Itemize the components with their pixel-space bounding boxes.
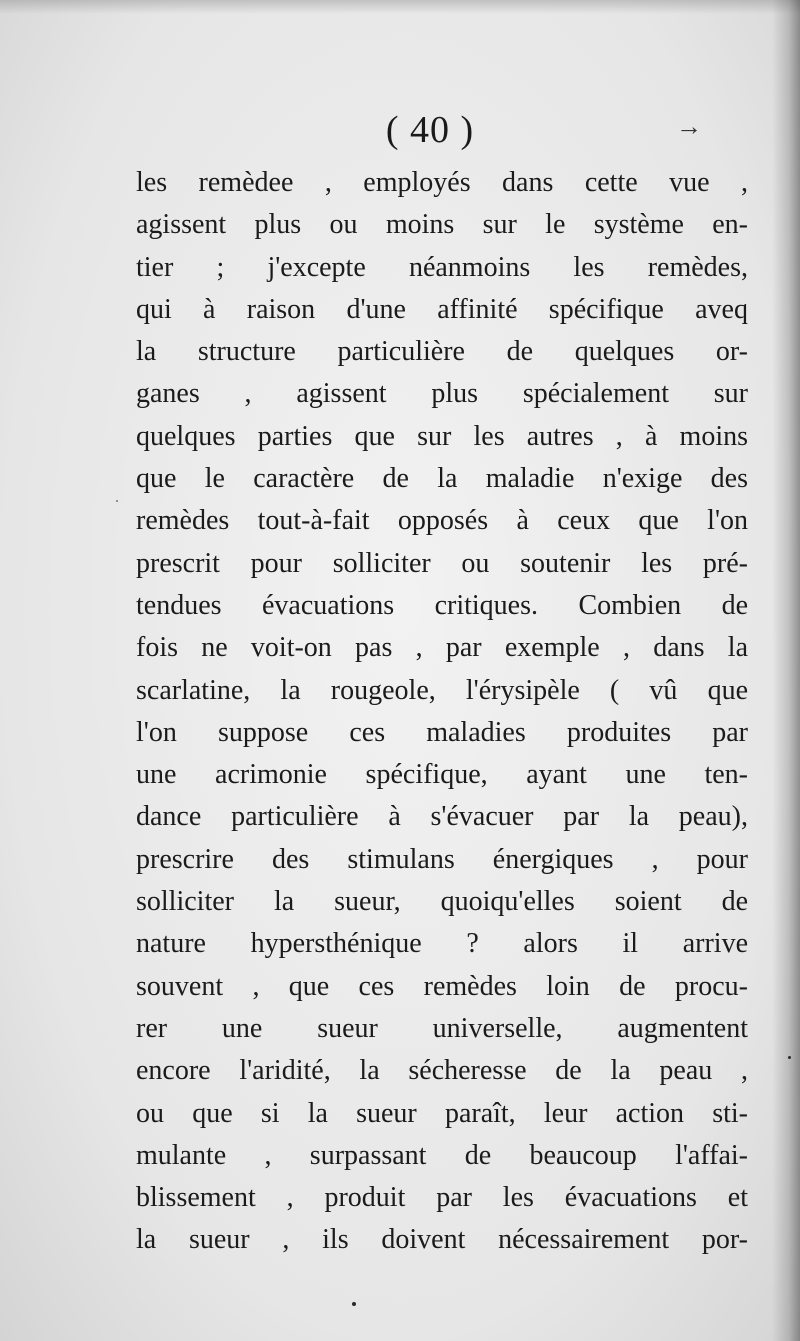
text-line: remèdes tout-à-fait opposés à ceux que l'on (136, 505, 748, 537)
text-line: nature hypersthénique ? alors il arrive (136, 928, 748, 960)
text-line: mulante , surpassant de beaucoup l'affai- (136, 1139, 748, 1171)
text-line: l'on suppose ces maladies produites par (136, 716, 748, 748)
ink-speck (788, 1056, 791, 1059)
text-line: la structure particulière de quelques or- (136, 336, 748, 368)
text-line: prescrire des stimulans énergiques , pour (136, 843, 748, 875)
text-line: blissement , produit par les évacuations et (136, 1182, 748, 1214)
page-number: ( 40 ) (385, 109, 475, 151)
text-line: une acrimonie spécifique, ayant une ten- (136, 759, 748, 791)
text-line: qui à raison d'une affinité spécifique aveq (136, 293, 748, 325)
text-line: encore l'aridité, la sécheresse de la peau , (136, 1055, 748, 1087)
text-line: agissent plus ou moins sur le système en- (136, 209, 748, 241)
text-line: prescrit pour solliciter ou soutenir les pré- (136, 547, 748, 579)
text-line: tendues évacuations critiques. Combien de (136, 589, 748, 621)
text-line: ganes , agissent plus spécialement sur (136, 378, 748, 410)
text-line: souvent , que ces remèdes loin de procu- (136, 970, 748, 1002)
text-line: dance particulière à s'évacuer par la peau), (136, 801, 748, 833)
page-binding-shadow (772, 0, 800, 1341)
text-line: fois ne voit-on pas , par exemple , dans la (136, 632, 748, 664)
corner-mark: → (676, 112, 702, 141)
text-line: la sueur , ils doivent nécessairement por- (136, 1224, 748, 1256)
text-line: que le caractère de la maladie n'exige des (136, 463, 748, 495)
page-top-shadow (0, 0, 800, 14)
text-line: scarlatine, la rougeole, l'érysipèle ( vû que (136, 674, 748, 706)
body-text (136, 162, 748, 1262)
text-line: ou que si la sueur paraît, leur action sti- (136, 1097, 748, 1129)
ink-speck (116, 500, 118, 502)
text-line: les remèdee , employés dans cette vue , (136, 167, 748, 198)
text-line: tier ; j'excepte néanmoins les remèdes, (136, 251, 748, 283)
ink-speck (352, 1302, 356, 1306)
text-line: rer une sueur universelle, augmentent (136, 1012, 748, 1044)
text-line: solliciter la sueur, quoiqu'elles soient de (136, 886, 748, 918)
text-line: quelques parties que sur les autres , à moins (136, 420, 748, 452)
